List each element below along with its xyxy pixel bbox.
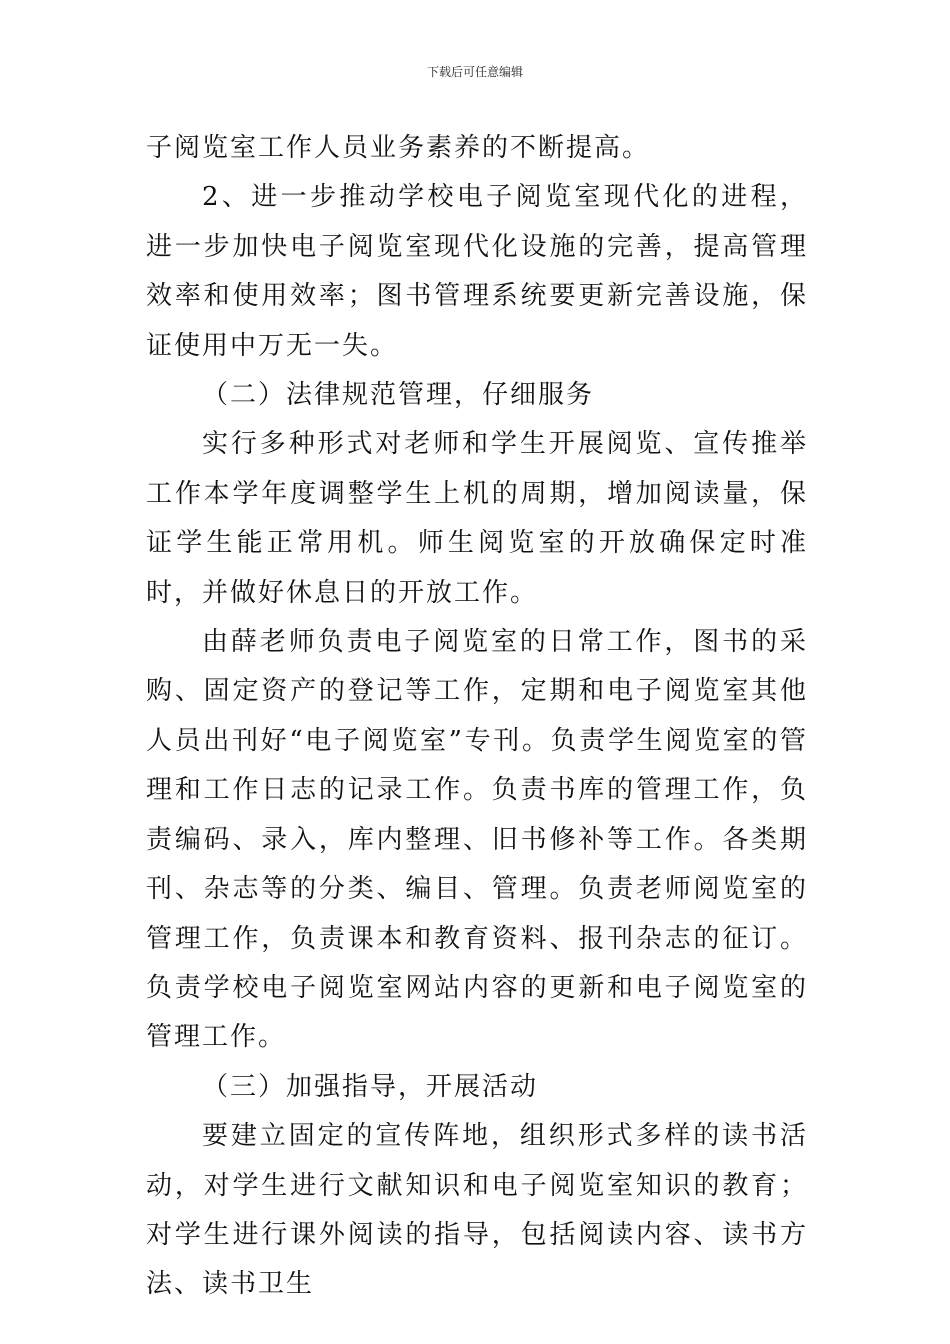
paragraph-item-2: 2、进一步推动学校电子阅览室现代化的进程，进一步加快电子阅览室现代化设施的完善，提高管理效率和使用效率；图书管理系统要更新完善设施，保证使用中万无一失。 — [146, 182, 808, 361]
paragraph-reading-activities: 要建立固定的宣传阵地，组织形式多样的读书活动，对学生进行文献知识和电子阅览室知识的教育；对学生进行课外阅读的指导，包括阅读内容、读书方法、读书卫生 — [146, 1121, 808, 1300]
page-header: 下载后可任意编辑 — [426, 65, 523, 79]
paragraph-reading-service: 实行多种形式对老师和学生开展阅览、宣传推举工作本学年度调整学生上机的周期，增加阅读量，保证学生能正常用机。师生阅览室的开放确保定时准时，并做好休息日的开放工作。 — [146, 429, 808, 608]
paragraph-continuation: 子阅览室工作人员业务素养的不断提高。 — [146, 133, 651, 163]
paragraph-staff-duties: 由薛老师负责电子阅览室的日常工作，图书的采购、固定资产的登记等工作，定期和电子阅览室其他人员出刊好“电子阅览室”专刊。负责学生阅览室的管理和工作日志的记录工作。负责书库的管理工作，负责编码、录入，库内整理、旧书修补等工作。各类期刊、杂志等的分类、编目、管理。负责老师阅览室的管理工作，负责课本和教育资料、报刊杂志的征订。负责学校电子阅览室网站内容的更新和电子阅览室的管理工作。 — [146, 627, 808, 1053]
section-heading-2: （二）法律规范管理，仔细服务 — [202, 380, 595, 411]
section-heading-3: （三）加强指导，开展活动 — [202, 1071, 539, 1102]
document-body — [146, 124, 808, 1310]
